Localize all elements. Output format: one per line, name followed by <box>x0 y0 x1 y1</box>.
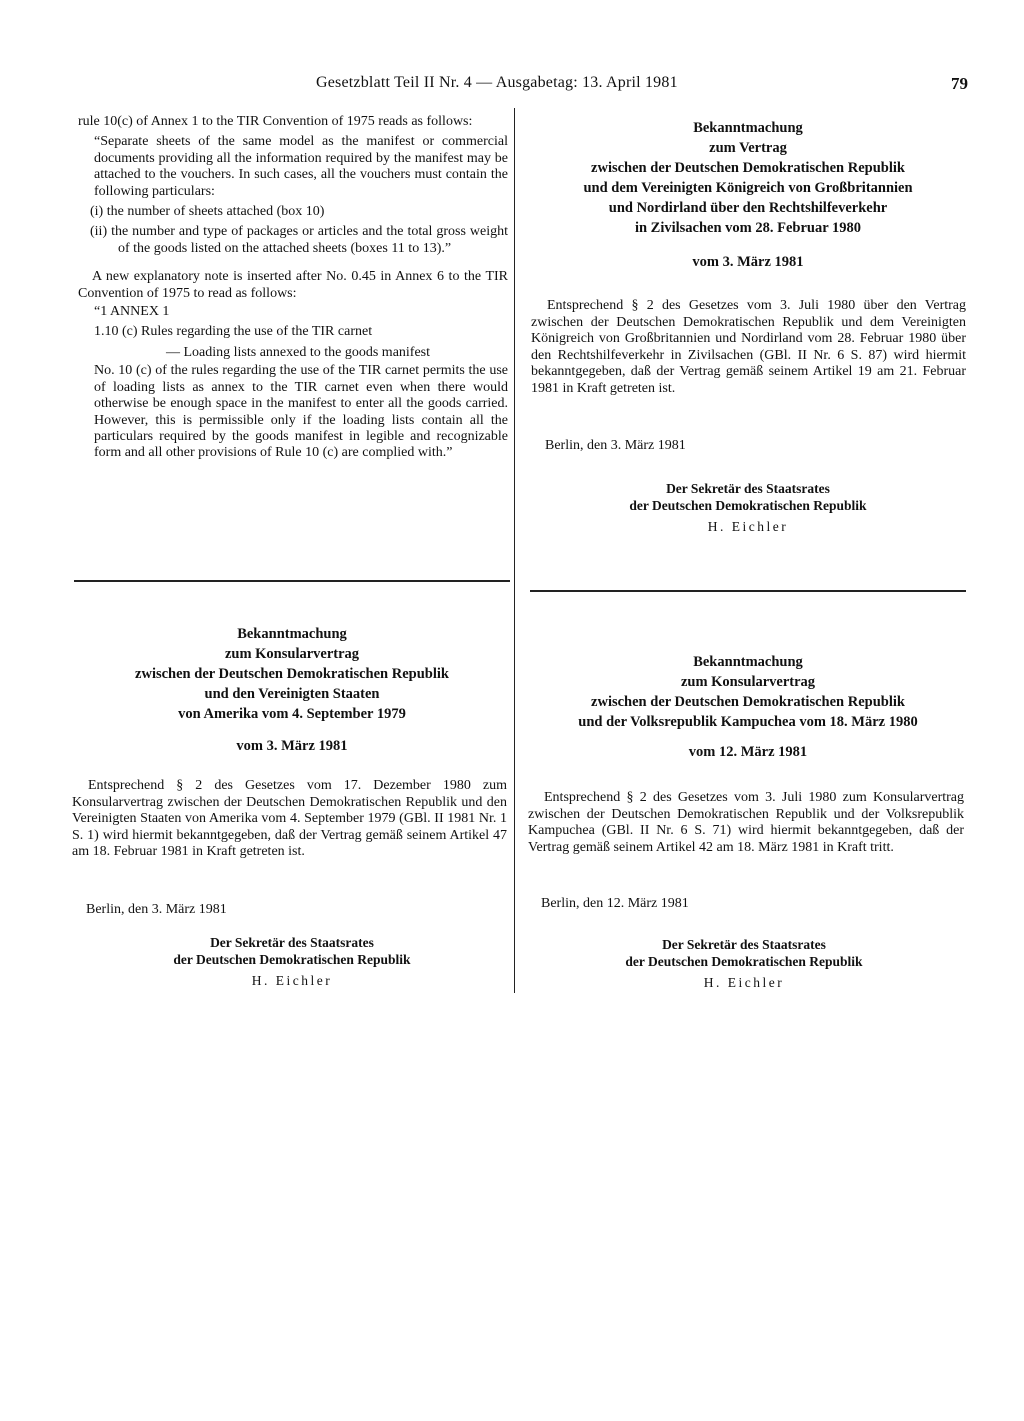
place-date-usa: Berlin, den 3. März 1981 <box>86 902 227 917</box>
list-item-i: (i) the number of sheets attached (box 10) <box>90 204 325 220</box>
title-line: zum Konsularvertrag <box>224 646 360 662</box>
header-title: Gesetzblatt Teil II Nr. 4 — Ausgabetag: 13. April 1981 <box>316 74 678 91</box>
title-line: zwischen der Deutschen Demokratischen Republik <box>591 694 905 710</box>
signature-block-usa <box>74 934 510 989</box>
notice-title-uk <box>530 118 966 238</box>
page-number: 79 <box>951 74 968 93</box>
title-line: Bekanntmachung <box>693 120 803 136</box>
tir-convention-text <box>78 114 508 462</box>
note-intro-paragraph: A new explanatory note is inserted after No. 0.45 in Annex 6 to the TIR Convention of 1975 to read as follows: <box>78 269 508 301</box>
signature-name: H. Eichler <box>703 975 785 990</box>
title-line: zwischen der Deutschen Demokratischen Republik <box>591 160 905 176</box>
signature-office-2: der Deutschen Demokratischen Republik <box>625 954 863 969</box>
rule-heading: 1.10 (c) Rules regarding the use of the TIR carnet <box>94 324 373 340</box>
section-rule-right <box>530 590 966 592</box>
column-divider <box>514 108 515 993</box>
notice-title-kampuchea <box>530 652 966 732</box>
signature-office-1: Der Sekretär des Staatsrates <box>662 937 826 952</box>
place-date-kampuchea: Berlin, den 12. März 1981 <box>541 896 689 911</box>
signature-office-1: Der Sekretär des Staatsrates <box>210 935 374 950</box>
title-line: und den Vereinigten Staaten <box>204 686 380 702</box>
notice-body-kampuchea: Entsprechend § 2 des Gesetzes vom 3. Juli 1980 zum Konsularvertrag zwischen der Deutschen Demokratischen Republik und der Volksrepublik Kampuchea (GBl. II Nr. 6 S. 71) wird hiermit bekanntgegeben, daß der Vertrag gemäß seinem Artikel 42 am 18. März 1981 in Kraft tritt. <box>528 790 964 855</box>
annex-heading: “1 ANNEX 1 <box>94 304 170 320</box>
signature-office-2: der Deutschen Demokratischen Republik <box>629 498 867 513</box>
intro-paragraph: rule 10(c) of Annex 1 to the TIR Convention of 1975 reads as follows: <box>78 114 473 129</box>
section-rule-left <box>74 580 510 582</box>
title-line: Bekanntmachung <box>693 654 803 670</box>
signature-office-1: Der Sekretär des Staatsrates <box>666 481 830 496</box>
title-line: zum Vertrag <box>709 140 787 156</box>
rule-paragraph: No. 10 (c) of the rules regarding the use of the TIR carnet permits the use of loading lists as annex to the TIR carnet even when there would otherwise be enough space in the manifest to enter all the goods carried. However, this is permissible only if the loading lists contain all the particulars required by the goods manifest in legible and recognizable form and all other provisions of Rule 10 (c) are complied with.” <box>94 363 508 461</box>
signature-name: H. Eichler <box>251 973 333 988</box>
signature-block-kampuchea <box>526 936 962 991</box>
notice-date-usa: vom 3. März 1981 <box>236 738 348 754</box>
title-line: und Nordirland über den Rechtshilfeverkehr <box>608 200 888 216</box>
list-item-ii: (ii) the number and type of packages or articles and the total gross weight of the goods listed on the attached sheets (boxes 11 to 13).” <box>90 224 508 256</box>
title-line: und dem Vereinigten Königreich von Großbritannien <box>583 180 913 196</box>
title-line: und der Volksrepublik Kampuchea vom 18. März 1980 <box>578 714 918 730</box>
title-line: Bekanntmachung <box>237 626 347 642</box>
title-line: zwischen der Deutschen Demokratischen Republik <box>135 666 449 682</box>
title-line: zum Konsularvertrag <box>680 674 816 690</box>
page-header <box>316 74 968 98</box>
notice-date-uk: vom 3. März 1981 <box>692 254 804 270</box>
quote-paragraph: “Separate sheets of the same model as the manifest or commercial documents providing all the information required by the manifest may be attached to the vouchers. In such cases, all the vouchers must contain the following particulars: <box>94 134 508 199</box>
place-date-uk: Berlin, den 3. März 1981 <box>545 438 686 453</box>
signature-name: H. Eichler <box>707 519 789 534</box>
signature-office-2: der Deutschen Demokratischen Republik <box>173 952 411 967</box>
notice-body-uk: Entsprechend § 2 des Gesetzes vom 3. Juli 1980 über den Vertrag zwischen der Deutschen Demokratischen Republik und dem Vereinigten Königreich von Großbritannien und Nordirland vom 28. Februar 1980 über den Rechtshilfeverkehr in Zivilsachen (GBl. II Nr. 6 S. 87) wird hiermit bekanntgegeben, daß der Vertrag gemäß seinem Artikel 19 am 21. Februar 1981 in Kraft getreten ist. <box>531 298 966 396</box>
notice-title-usa <box>74 624 510 724</box>
signature-block-uk <box>530 480 966 535</box>
title-line: in Zivilsachen vom 28. Februar 1980 <box>634 220 862 236</box>
notice-date-kampuchea: vom 12. März 1981 <box>688 744 808 760</box>
title-line: von Amerika vom 4. September 1979 <box>178 706 406 722</box>
dash-heading: — Loading lists annexed to the goods manifest <box>166 344 431 360</box>
notice-body-usa: Entsprechend § 2 des Gesetzes vom 17. Dezember 1980 zum Konsularvertrag zwischen der Deutschen Demokratischen Republik und den Vereinigten Staaten von Amerika vom 4. September 1979 (GBl. II 1981 Nr. 1 S. 1) wird hiermit bekanntgegeben, daß der Vertrag gemäß seinem Artikel 47 am 18. Februar 1981 in Kraft getreten ist. <box>72 778 507 860</box>
